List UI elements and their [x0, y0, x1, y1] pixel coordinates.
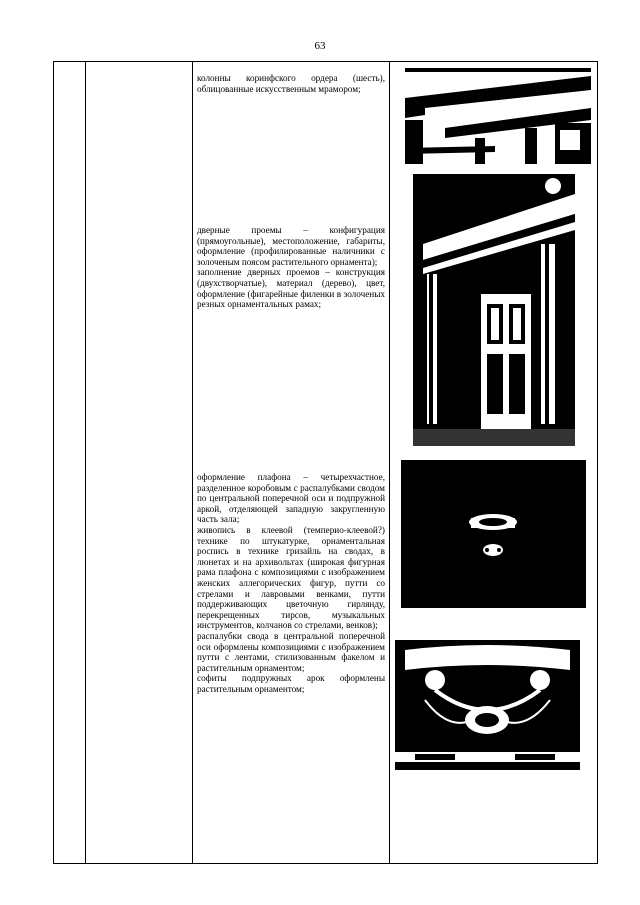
content-table: [53, 61, 598, 864]
description-paragraph: софиты подпружных арок оформлены растительным орнаментом;: [197, 673, 385, 694]
description-block-ceiling: [197, 472, 385, 694]
doorway-photo: [413, 174, 575, 446]
column-capitals-photo: [405, 68, 591, 164]
description-paragraph: распалубки свода в центральной поперечной оси оформлены композициями с изображением путти с лентами, стилизованным факелом и растительным орнаментом;: [197, 630, 385, 673]
ceiling-chandelier-photo: [401, 460, 586, 608]
column-divider: [85, 62, 86, 863]
description-paragraph: заполнение дверных проемов – конструкция (двухстворчатые), материал (дерево), цвет, оформление (фигарейные филенки в золоченых резных орнаментальных рамах;: [197, 267, 385, 310]
page-number: 63: [314, 40, 326, 52]
description-paragraph: дверные проемы – конфигурация (прямоугольные), местоположение, габариты, оформление (профилированные наличники с золоченым поясом растительного орнамента);: [197, 225, 385, 267]
description-paragraph: колонны коринфского ордера (шесть), облицованные искусственным мрамором;: [197, 73, 385, 94]
description-block-columns: [197, 73, 385, 94]
column-divider: [389, 62, 390, 863]
description-paragraph: оформление плафона – четырехчастное, разделенное коробовым с распалубками сводом по центральной поперечной оси и подпружной аркой, отделяющей западную закругленную часть зала;: [197, 472, 385, 525]
column-divider: [192, 62, 193, 863]
description-paragraph: живопись в клеевой (темперио-клеевой?) технике по штукатурке, орнаментальная роспись в технике гризайль на сводах, в люнетах и на архивольтах (широкая фигурная рама плафона с композициями с изображением женских аллегорических фигур, путти со стрелами и лавровыми венками, путти поддерживающих цветочную гирлянду, перекрещенных тирсов, музыкальных инструментов, колчанов со стрелами, венков);: [197, 524, 385, 631]
vault-painting-photo: [395, 640, 580, 770]
description-block-doors: [197, 225, 385, 310]
